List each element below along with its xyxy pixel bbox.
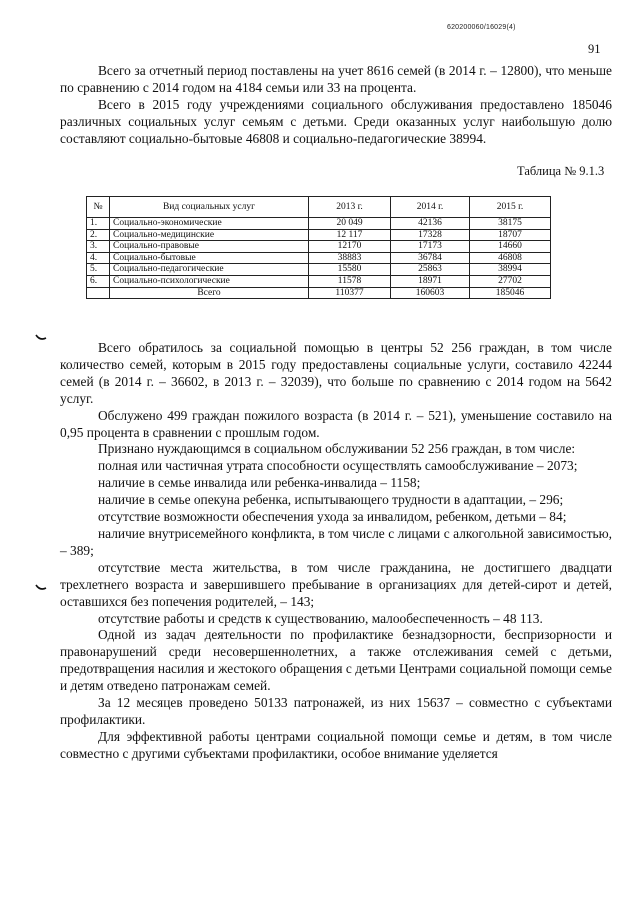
page-number: 91 [588, 42, 601, 56]
header-cell-2013: 2013 г. [309, 197, 391, 218]
margin-tick-mark [35, 334, 47, 342]
paragraph: Обслужено 499 граждан пожилого возраста (в 2014 г. – 521), уменьшение составило на 0,95 процента в сравнении с прошлым годом. [60, 407, 612, 440]
header-cell-2014: 2014 г. [391, 197, 470, 218]
table-cell: Социально-медицинские [110, 229, 309, 241]
table-cell: Социально-правовые [110, 241, 309, 253]
table-cell: Социально-экономические [110, 218, 309, 230]
table-cell: Социально-педагогические [110, 264, 309, 276]
header-cell-2015: 2015 г. [470, 197, 551, 218]
list-item: отсутствие работы и средств к существованию, малообеспеченность – 48 113. [98, 610, 543, 626]
header-cell-number: № [87, 197, 110, 218]
table-cell: 5. [87, 264, 110, 276]
table-cell: 27702 [470, 275, 551, 287]
table-row [87, 264, 551, 276]
paragraph: Для эффективной работы центрами социальной помощи семье и детям, в том числе совместно с другими субъектами профилактики, особое внимание уделяется [60, 728, 612, 761]
text-block-bottom [60, 340, 612, 763]
table-cell: 11578 [309, 275, 391, 287]
paragraph: За 12 месяцев проведено 50133 патронажей, из них 15637 – совместно с субъектами профилактики. [60, 695, 612, 727]
table-cell: 25863 [391, 264, 470, 276]
paragraph: Одной из задач деятельности по профилактике безнадзорности, беспризорности и правонарушений среди несовершеннолетних, а также отслеживания семей с детьми, предотвращения насилия и жестокого обращения с детьми Центрами социальной помощи семье и детям отведено патронажам семей. [60, 627, 612, 694]
table-cell: 185046 [470, 287, 551, 299]
text-block-top [60, 63, 612, 148]
table-cell: 17173 [391, 241, 470, 253]
table-cell: 46808 [470, 252, 551, 264]
table-cell: 3. [87, 241, 110, 253]
table-cell: 12170 [309, 241, 391, 253]
list-item: полная или частичная утрата способности осуществлять самообслуживание – 2073; [98, 458, 578, 474]
table-cell: 12 117 [309, 229, 391, 241]
table-row [87, 218, 551, 230]
table-cell: 15580 [309, 264, 391, 276]
paragraph: Признано нуждающимся в социальном обслуживании 52 256 граждан, в том числе: [98, 441, 576, 457]
table-cell: 20 049 [309, 218, 391, 230]
header-cell-service: Вид социальных услуг [110, 197, 309, 218]
table-row [87, 275, 551, 287]
list-item: отсутствие места жительства, в том числе гражданина, не достигшего двадцати трехлетнего возраста и завершившего пребывание в организациях для детей-сирот и детей, оставшихся без попечения родителей, – 143; [60, 559, 612, 609]
table-cell: Всего [110, 287, 309, 299]
services-table [86, 196, 551, 299]
table-cell: 4. [87, 252, 110, 264]
paragraph: Всего обратилось за социальной помощью в центры 52 256 граждан, в том числе количество семей, которым в 2015 году предоставлены социальные услуги, составило 42244 семей (в 2014 г. – 36602, в 2013 г. – 32039), что больше по сравнению с 2014 годом на 5642 услуг. [60, 340, 612, 406]
table-cell: Социально-психологические [110, 275, 309, 287]
table-cell: 18707 [470, 229, 551, 241]
table-cell: 38175 [470, 218, 551, 230]
list-item: наличие внутрисемейного конфликта, в том числе с лицами с алкогольной зависимостью, – 389; [60, 525, 612, 558]
table-cell: 1. [87, 218, 110, 230]
table-cell: 110377 [309, 287, 391, 299]
table-row [87, 252, 551, 264]
table-cell [87, 287, 110, 299]
list-item: наличие в семье опекуна ребенка, испытывающего трудности в адаптации, – 296; [98, 492, 564, 508]
list-item: наличие в семье инвалида или ребенка-инвалида – 1158; [98, 475, 421, 491]
table-cell: 38994 [470, 264, 551, 276]
table-cell: Социально-бытовые [110, 252, 309, 264]
table-header-row [87, 197, 551, 218]
table-total-row [87, 287, 551, 299]
table-cell: 36784 [391, 252, 470, 264]
table-cell: 42136 [391, 218, 470, 230]
paragraph: Всего за отчетный период поставлены на учет 8616 семей (в 2014 г. – 12800), что меньше по сравнению с 2014 годом на 4184 семьи или 33 на процента. [60, 63, 612, 95]
table-caption: Таблица № 9.1.3 [517, 164, 605, 178]
table-cell: 18971 [391, 275, 470, 287]
list-item: отсутствие возможности обеспечения ухода за инвалидом, ребенком, детьми – 84; [98, 509, 567, 525]
table-cell: 14660 [470, 241, 551, 253]
paragraph: Всего в 2015 году учреждениями социального обслуживания предоставлено 185046 различных социальных услуг семьям с детьми. Среди оказанных услуг наибольшую долю составляют социально-бытовые 46808 и социально-педагогические 38994. [60, 96, 612, 146]
table-cell: 2. [87, 229, 110, 241]
table-cell: 6. [87, 275, 110, 287]
document-id: 620200060/16029(4) [447, 24, 516, 31]
table-row [87, 229, 551, 241]
table-cell: 160603 [391, 287, 470, 299]
margin-tick-mark [35, 584, 47, 592]
table-cell: 17328 [391, 229, 470, 241]
table-row [87, 241, 551, 253]
table-cell: 38883 [309, 252, 391, 264]
